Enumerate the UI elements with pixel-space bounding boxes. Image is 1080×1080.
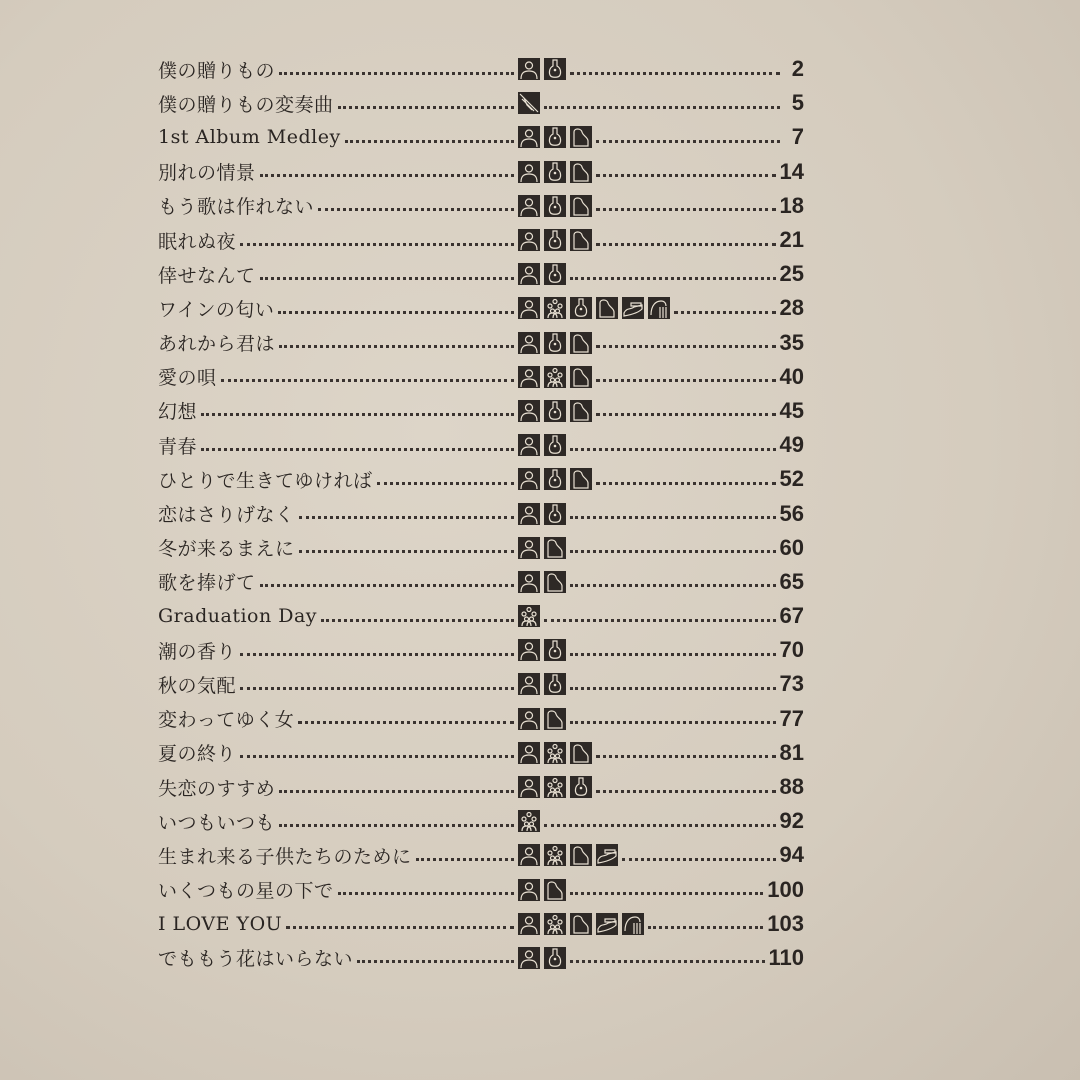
instrument-icons (518, 434, 566, 456)
entry-title: いつもいつも (158, 811, 276, 834)
strings-icon (622, 913, 644, 935)
entry-title: 夏の終り (158, 743, 237, 766)
vocal-icon (518, 776, 540, 798)
vocal-icon (518, 503, 540, 525)
page-number: 45 (779, 397, 804, 423)
vocal-icon (518, 195, 540, 217)
vocal-icon (518, 879, 540, 901)
dot-leader (279, 824, 514, 827)
dot-leader (570, 72, 780, 75)
dot-leader (570, 892, 764, 895)
page-number: 100 (767, 876, 804, 902)
dot-leader (221, 379, 514, 382)
dot-leader (570, 687, 776, 690)
chorus-icon (544, 844, 566, 866)
vocal-icon (518, 708, 540, 730)
guitar-icon (544, 400, 566, 422)
dot-leader (596, 379, 776, 382)
dot-leader (240, 653, 514, 656)
toc-entry[interactable] (158, 770, 804, 804)
dot-leader (570, 277, 776, 280)
instrument-icons (518, 742, 592, 764)
dot-leader (377, 482, 514, 485)
instrument-icons (518, 913, 644, 935)
toc-entry[interactable] (158, 633, 804, 667)
dot-leader (279, 345, 514, 348)
guitar-icon (544, 58, 566, 80)
instrument-icons (518, 537, 566, 559)
vocal-icon (518, 913, 540, 935)
dot-leader (318, 208, 514, 211)
dot-leader (596, 345, 776, 348)
piano-icon (570, 161, 592, 183)
entry-title: 秋の気配 (158, 674, 237, 697)
entry-title: Graduation Day (158, 605, 318, 628)
dot-leader (544, 619, 775, 622)
entry-title: 歌を捧げて (158, 572, 256, 595)
guitar-icon (544, 229, 566, 251)
instrument-icons (518, 366, 592, 388)
dot-leader (321, 619, 514, 622)
toc-entry[interactable] (158, 804, 804, 838)
keyboard-icon (596, 844, 618, 866)
strings-icon (648, 297, 670, 319)
guitar-icon (544, 468, 566, 490)
entry-title: I LOVE YOU (158, 912, 283, 935)
dot-leader (260, 277, 514, 280)
vocal-icon (518, 58, 540, 80)
guitar-icon (544, 161, 566, 183)
dot-leader (201, 448, 514, 451)
page-number: 7 (791, 124, 804, 150)
entry-title: あれから君は (158, 333, 276, 356)
page-number: 49 (779, 432, 804, 458)
page-number: 73 (779, 671, 804, 697)
vocal-icon (518, 742, 540, 764)
piano-icon (570, 742, 592, 764)
vocal-icon (518, 332, 540, 354)
entry-title: 変わってゆく女 (158, 709, 295, 732)
instrument-icons (518, 92, 540, 114)
toc-entry[interactable] (158, 838, 804, 872)
guitar-icon (544, 126, 566, 148)
instrument-icons (518, 468, 592, 490)
toc-entry[interactable] (158, 599, 804, 633)
dot-leader (596, 790, 775, 793)
chorus-icon (518, 810, 540, 832)
guitar-icon (544, 947, 566, 969)
instrument-icons (518, 844, 618, 866)
toc-entry[interactable] (158, 223, 804, 257)
page-number: 92 (779, 808, 804, 834)
entry-title: 潮の香り (158, 640, 237, 663)
piano-icon (570, 195, 592, 217)
vocal-icon (518, 400, 540, 422)
dot-leader (544, 106, 780, 109)
chorus-icon (518, 605, 540, 627)
entry-title: ひとりで生きてゆければ (158, 469, 373, 492)
instrument-icons (518, 708, 566, 730)
dot-leader (570, 960, 764, 963)
toc-entry[interactable] (158, 86, 804, 120)
dot-leader (596, 413, 776, 416)
instrument-icons (518, 400, 592, 422)
instrument-icons (518, 673, 566, 695)
vocal-icon (518, 537, 540, 559)
vocal-icon (518, 297, 540, 319)
dot-leader (260, 174, 514, 177)
entry-title: 眠れぬ夜 (158, 230, 237, 253)
piano-icon (570, 468, 592, 490)
vocal-icon (518, 366, 540, 388)
page-number: 67 (779, 603, 804, 629)
piano-icon (544, 571, 566, 593)
entry-title: 冬が来るまえに (158, 538, 295, 561)
page-number: 21 (779, 227, 804, 253)
keyboard-icon (596, 913, 618, 935)
dot-leader (596, 140, 780, 143)
instrument-icons (518, 605, 540, 627)
page-number: 28 (779, 295, 804, 321)
toc-entry[interactable] (158, 531, 804, 565)
page-number: 60 (779, 534, 804, 560)
dot-leader (338, 106, 514, 109)
dot-leader (596, 755, 776, 758)
dot-leader (345, 140, 514, 143)
guitar-icon (570, 776, 592, 798)
toc-entry[interactable] (158, 52, 804, 86)
page-number: 18 (779, 192, 804, 218)
vocal-icon (518, 161, 540, 183)
dot-leader (674, 311, 775, 314)
toc-entry[interactable] (158, 189, 804, 223)
toc-entry[interactable] (158, 496, 804, 530)
dot-leader (299, 516, 514, 519)
entry-title: 恋はさりげなく (158, 504, 295, 527)
page-number: 81 (779, 739, 804, 765)
dot-leader (596, 208, 776, 211)
instrument-icons (518, 263, 566, 285)
guitar-icon (570, 297, 592, 319)
dot-leader (416, 858, 514, 861)
entry-title: 愛の唄 (158, 367, 217, 390)
page-number: 52 (779, 466, 804, 492)
entry-title: 別れの情景 (158, 162, 256, 185)
instrument-icons (518, 571, 566, 593)
entry-title: もう歌は作れない (158, 196, 315, 219)
solo-instrument-icon (518, 92, 540, 114)
toc-entry[interactable] (158, 257, 804, 291)
toc-entry[interactable] (158, 667, 804, 701)
dot-leader (596, 243, 776, 246)
page-number: 65 (779, 568, 804, 594)
piano-icon (570, 229, 592, 251)
instrument-icons (518, 879, 566, 901)
entry-title: でももう花はいらない (158, 948, 354, 971)
page-number: 35 (779, 329, 804, 355)
piano-icon (544, 879, 566, 901)
dot-leader (240, 687, 514, 690)
dot-leader (240, 755, 514, 758)
entry-title: 1st Album Medley (158, 126, 341, 149)
instrument-icons (518, 810, 540, 832)
vocal-icon (518, 639, 540, 661)
piano-icon (570, 126, 592, 148)
keyboard-icon (622, 297, 644, 319)
toc-entry[interactable] (158, 702, 804, 736)
dot-leader (544, 824, 776, 827)
entry-title: 青春 (158, 435, 198, 458)
toc-entry[interactable] (158, 736, 804, 770)
guitar-icon (544, 639, 566, 661)
toc-entry[interactable] (158, 941, 804, 975)
entry-title: 幻想 (158, 401, 198, 424)
guitar-icon (544, 195, 566, 217)
guitar-icon (544, 503, 566, 525)
piano-icon (570, 913, 592, 935)
dot-leader (201, 413, 514, 416)
vocal-icon (518, 947, 540, 969)
page-number: 70 (779, 637, 804, 663)
instrument-icons (518, 229, 592, 251)
table-of-contents (158, 52, 804, 975)
instrument-icons (518, 297, 670, 319)
toc-entry[interactable] (158, 360, 804, 394)
instrument-icons (518, 126, 592, 148)
entry-title: 生まれ来る子供たちのために (158, 845, 412, 868)
page-number: 5 (791, 90, 804, 116)
chorus-icon (544, 297, 566, 319)
dot-leader (240, 243, 514, 246)
page-number: 103 (767, 910, 804, 936)
chorus-icon (544, 742, 566, 764)
dot-leader (279, 72, 514, 75)
dot-leader (596, 174, 776, 177)
dot-leader (596, 482, 776, 485)
piano-icon (570, 332, 592, 354)
instrument-icons (518, 947, 566, 969)
instrument-icons (518, 503, 566, 525)
dot-leader (298, 721, 514, 724)
guitar-icon (544, 263, 566, 285)
entry-title: いくつもの星の下で (158, 880, 334, 903)
vocal-icon (518, 571, 540, 593)
dot-leader (622, 858, 776, 861)
instrument-icons (518, 776, 592, 798)
vocal-icon (518, 229, 540, 251)
chorus-icon (544, 366, 566, 388)
guitar-icon (544, 673, 566, 695)
page-number: 88 (779, 774, 804, 800)
guitar-icon (544, 434, 566, 456)
vocal-icon (518, 263, 540, 285)
toc-entry[interactable] (158, 428, 804, 462)
vocal-icon (518, 126, 540, 148)
piano-icon (570, 400, 592, 422)
instrument-icons (518, 195, 592, 217)
chorus-icon (544, 913, 566, 935)
page-number: 25 (779, 261, 804, 287)
instrument-icons (518, 332, 592, 354)
toc-entry[interactable] (158, 462, 804, 496)
dot-leader (260, 584, 514, 587)
dot-leader (357, 960, 514, 963)
entry-title: ワインの匂い (158, 298, 275, 321)
vocal-icon (518, 434, 540, 456)
page-number: 56 (779, 500, 804, 526)
instrument-icons (518, 639, 566, 661)
toc-entry[interactable] (158, 907, 804, 941)
piano-icon (544, 708, 566, 730)
page-number: 94 (779, 842, 804, 868)
piano-icon (596, 297, 618, 319)
dot-leader (570, 584, 776, 587)
dot-leader (338, 892, 514, 895)
toc-entry[interactable] (158, 565, 804, 599)
page-number: 40 (779, 363, 804, 389)
toc-entry[interactable] (158, 326, 804, 360)
piano-icon (570, 366, 592, 388)
dot-leader (286, 926, 514, 929)
toc-entry[interactable] (158, 873, 804, 907)
entry-title: 僕の贈りもの (158, 59, 276, 82)
dot-leader (279, 790, 514, 793)
instrument-icons (518, 58, 566, 80)
page-number: 14 (779, 158, 804, 184)
toc-entry[interactable] (158, 120, 804, 154)
page-number: 2 (791, 56, 804, 82)
chorus-icon (544, 776, 566, 798)
toc-entry[interactable] (158, 394, 804, 428)
piano-icon (570, 844, 592, 866)
dot-leader (570, 516, 776, 519)
dot-leader (299, 550, 514, 553)
guitar-icon (544, 332, 566, 354)
dot-leader (648, 926, 763, 929)
dot-leader (570, 721, 775, 724)
piano-icon (544, 537, 566, 559)
entry-title: 倖せなんて (158, 264, 256, 287)
dot-leader (570, 448, 776, 451)
vocal-icon (518, 673, 540, 695)
vocal-icon (518, 468, 540, 490)
entry-title: 僕の贈りもの変奏曲 (158, 93, 334, 116)
vocal-icon (518, 844, 540, 866)
entry-title: 失恋のすすめ (158, 777, 276, 800)
toc-entry[interactable] (158, 155, 804, 189)
toc-entry[interactable] (158, 291, 804, 325)
dot-leader (278, 311, 514, 314)
dot-leader (570, 653, 776, 656)
dot-leader (570, 550, 776, 553)
page-number: 77 (779, 705, 804, 731)
page-number: 110 (768, 944, 804, 970)
instrument-icons (518, 161, 592, 183)
